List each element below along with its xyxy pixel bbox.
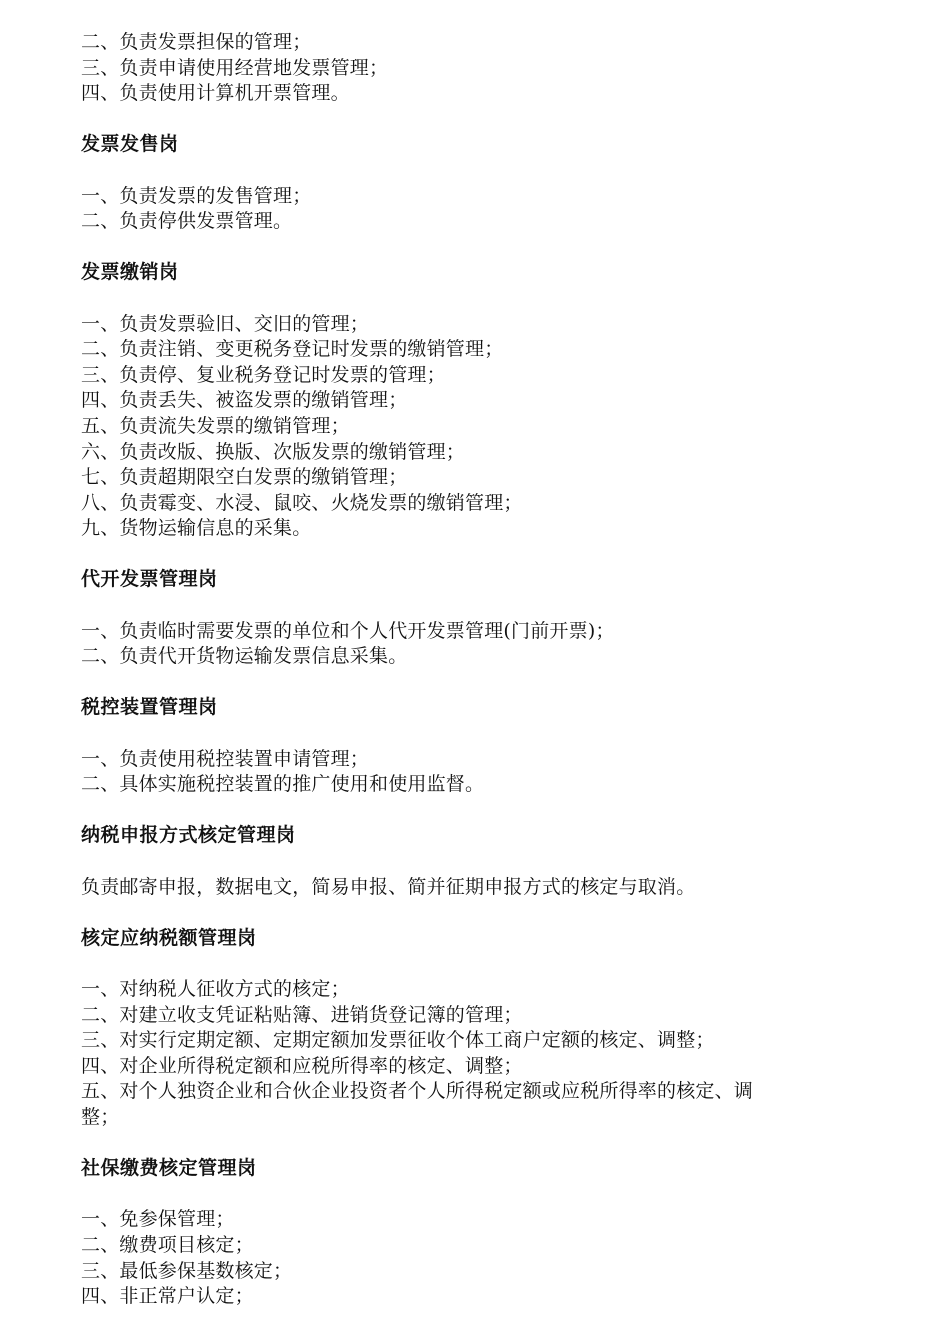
section-filing-method [81,823,881,900]
list-item: 三、负责停、复业税务登记时发票的管理； [81,363,446,386]
list-item: 二、负责停供发票管理。 [81,210,293,233]
section-tax-assessment [81,926,881,1131]
section-heading: 代开发票管理岗 [81,568,218,591]
list-item: 三、负责申请使用经营地发票管理； [81,56,389,79]
list-item: 二、对建立收支凭证粘贴簿、进销货登记簿的管理； [81,1003,523,1026]
document-page [81,30,881,1310]
list-item: 一、对纳税人征收方式的核定； [81,977,350,1000]
list-item: 二、具体实施税控装置的推广使用和使用监督。 [81,773,485,796]
list-item: 一、免参保管理； [81,1208,235,1231]
section-heading: 社保缴费核定管理岗 [81,1157,257,1180]
section-heading: 发票发售岗 [81,133,179,156]
section-heading: 发票缴销岗 [81,261,179,284]
paragraph: 负责邮寄申报，数据电文，简易申报、简并征期申报方式的核定与取消。 [81,875,696,898]
list-item: 二、负责发票担保的管理； [81,31,312,53]
list-item: 一、负责发票的发售管理； [81,184,312,207]
section-social-insurance [81,1156,881,1310]
list-item: 八、负责霉变、水浸、鼠咬、火烧发票的缴销管理； [81,491,523,514]
list-item: 四、负责丢失、被盗发票的缴销管理； [81,389,408,412]
section-invoice-cancellation [81,260,881,542]
list-item: 三、最低参保基数核定； [81,1259,293,1282]
section-tax-control-device [81,695,881,797]
section-heading: 纳税申报方式核定管理岗 [81,824,296,847]
section-invoice-sale [81,132,881,234]
section-proxy-invoicing [81,567,881,669]
list-item: 二、负责注销、变更税务登记时发票的缴销管理； [81,338,504,361]
list-item: 三、对实行定期定额、定期定额加发票征收个体工商户定额的核定、调整； [81,1029,715,1052]
intro-list [81,30,881,107]
list-item: 七、负责超期限空白发票的缴销管理； [81,466,408,489]
list-item: 二、缴费项目核定； [81,1233,254,1256]
list-item: 四、非正常户认定； [81,1285,254,1308]
section-heading: 税控装置管理岗 [81,696,218,719]
list-item: 五、对个人独资企业和合伙企业投资者个人所得税定额或应税所得率的核定、调 [81,1080,754,1103]
list-item: 二、负责代开货物运输发票信息采集。 [81,645,408,668]
list-item: 一、负责发票验旧、交旧的管理； [81,312,370,335]
list-item: 五、负责流失发票的缴销管理； [81,414,350,437]
list-item-continuation: 整； [81,1105,120,1128]
list-item: 六、负责改版、换版、次版发票的缴销管理； [81,440,466,463]
list-item: 四、对企业所得税定额和应税所得率的核定、调整； [81,1054,523,1077]
list-item: 四、负责使用计算机开票管理。 [81,82,350,105]
section-heading: 核定应纳税额管理岗 [81,926,257,949]
list-item: 一、负责使用税控装置申请管理； [81,747,370,770]
list-item: 一、负责临时需要发票的单位和个人代开发票管理(门前开票)； [81,619,615,642]
list-item: 九、货物运输信息的采集。 [81,517,312,540]
